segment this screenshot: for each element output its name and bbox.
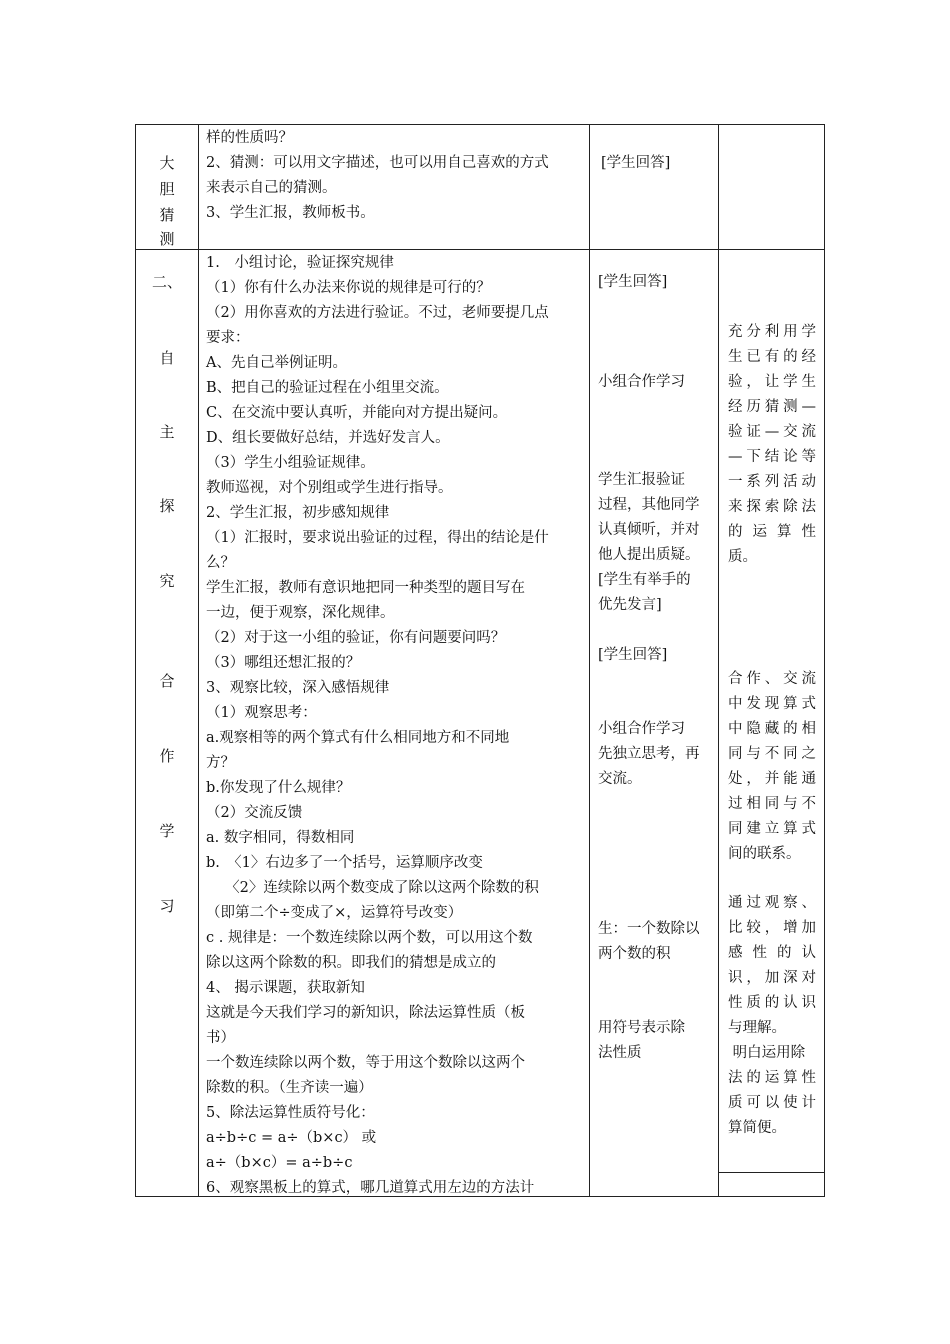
student-line: [学生回答]	[598, 647, 668, 663]
label-char: 自	[159, 349, 175, 367]
label-char: 习	[159, 897, 175, 915]
section-guess-content	[206, 126, 549, 226]
intent-line: 经历猜测—	[728, 399, 816, 415]
intent-line: 通过观察、	[728, 895, 816, 911]
content-line: A、先自己举例证明。	[206, 355, 347, 371]
student-line: 他人提出质疑。	[598, 547, 700, 563]
intent-line: 感性的认	[728, 945, 816, 961]
intent-line: 间的联系。	[728, 846, 801, 862]
content-line: 学生汇报，教师有意识地把同一种类型的题目写在	[206, 580, 525, 596]
student-block	[598, 468, 700, 618]
intent-line: 过相同与不	[728, 796, 816, 812]
section-explore-content	[206, 251, 549, 1201]
content-line: （1）观察思考：	[206, 705, 317, 721]
content-line: 教师巡视，对个别组或学生进行指导。	[206, 480, 453, 496]
intent-line: 识，加深对	[728, 970, 816, 986]
student-line: 先独立思考，再	[598, 746, 700, 762]
student-block	[598, 1016, 685, 1066]
lesson-plan-table	[135, 124, 825, 1197]
intent-line: 性质的认识	[728, 995, 816, 1011]
student-line: 生：一个数除以	[598, 921, 700, 937]
student-block	[598, 370, 685, 395]
intent-line: 验，让学生	[728, 374, 816, 390]
content-line: 5、除法运算性质符号化：	[206, 1105, 375, 1121]
label-char: 二、	[151, 273, 182, 291]
student-line: 小组合作学习	[598, 721, 685, 737]
content-line: 3、观察比较，深入感悟规律	[206, 680, 390, 696]
intent-line: 生已有的经	[728, 349, 816, 365]
content-line: b. 〈1〉右边多了一个括号，运算顺序改变	[206, 855, 483, 871]
intent-line: —下结论等	[728, 449, 816, 465]
content-line: 1. 小组讨论，验证探究规律	[206, 255, 394, 271]
row-divider	[718, 1172, 824, 1173]
intent-line: 质可以使计	[728, 1095, 816, 1111]
intent-line: 比较，增加	[728, 920, 816, 936]
intent-line: 算简便。	[728, 1120, 786, 1136]
content-line: （1）你有什么办法来你说的规律是可行的？	[206, 280, 491, 296]
student-line: 法性质	[598, 1045, 642, 1061]
row-divider	[136, 249, 824, 250]
student-line: 优先发言]	[598, 597, 662, 613]
student-line: 用符号表示除	[598, 1020, 685, 1036]
content-line: 2、学生汇报，初步感知规律	[206, 505, 390, 521]
intent-line: 充分利用学	[728, 324, 816, 340]
intent-block	[728, 320, 816, 570]
content-line: （2）用你喜欢的方法进行验证。不过，老师要提几点	[206, 305, 549, 321]
content-line: 么？	[206, 555, 235, 571]
column-divider	[589, 125, 590, 1196]
label-char: 测	[159, 230, 175, 248]
content-line: 书）	[206, 1030, 235, 1046]
student-block	[598, 717, 700, 792]
student-block	[598, 643, 667, 668]
content-line: a÷（b×c）= a÷b÷c	[206, 1155, 353, 1171]
intent-line: 法的运算性	[728, 1070, 816, 1086]
intent-line: 的运算性	[728, 524, 816, 540]
content-line: C、在交流中要认真听，并能向对方提出疑问。	[206, 405, 508, 421]
intent-line: 中隐藏的相	[728, 721, 816, 737]
content-line: 2、猜测：可以用文字描述，也可以用自己喜欢的方式	[206, 155, 549, 171]
content-line: （1）汇报时，要求说出验证的过程，得出的结论是什	[206, 530, 549, 546]
student-line: 认真倾听，并对	[598, 522, 700, 538]
intent-block	[728, 667, 816, 867]
column-divider	[198, 125, 199, 1196]
content-line: （2）对于这一小组的验证，你有问题要问吗？	[206, 630, 506, 646]
content-line: a÷b÷c = a÷（b×c） 或	[206, 1130, 377, 1146]
intent-line: 同与不同之	[728, 746, 816, 762]
content-line: （即第二个÷变成了×，运算符号改变）	[206, 905, 463, 921]
intent-line: 合作、交流	[728, 671, 816, 687]
label-char: 探	[159, 497, 175, 515]
label-char: 究	[159, 572, 175, 590]
content-line: 一边，便于观察，深化规律。	[206, 605, 395, 621]
content-line: 要求：	[206, 330, 250, 346]
content-line: 6、观察黑板上的算式，哪几道算式用左边的方法计	[206, 1180, 535, 1196]
content-line: 〈2〉连续除以两个数变成了除以这两个除数的积	[206, 880, 539, 896]
intent-line: 验证—交流	[728, 424, 816, 440]
label-char: 作	[159, 747, 175, 765]
student-line: 学生汇报验证	[598, 472, 685, 488]
section-guess-student: [学生回答]	[601, 155, 671, 171]
content-line: 这就是今天我们学习的新知识，除法运算性质（板	[206, 1005, 525, 1021]
content-line: 方？	[206, 755, 235, 771]
content-line: 除数的积。（生齐读一遍）	[206, 1080, 373, 1096]
content-line: 除以这两个除数的积。即我们的猜想是成立的	[206, 955, 496, 971]
label-char: 主	[159, 423, 175, 441]
intent-line: 来探索除法	[728, 499, 816, 515]
intent-line: 与理解。	[728, 1020, 786, 1036]
student-block	[598, 270, 667, 295]
label-char: 大	[159, 154, 175, 172]
student-line: 小组合作学习	[598, 374, 685, 390]
intent-line: 质。	[728, 549, 757, 565]
intent-block	[728, 891, 816, 1141]
content-line: B、把自己的验证过程在小组里交流。	[206, 380, 449, 396]
content-line: （3）哪组还想汇报的？	[206, 655, 361, 671]
content-line: b.你发现了什么规律？	[206, 780, 351, 796]
content-line: 来表示自己的猜测。	[206, 180, 337, 196]
content-line: 一个数连续除以两个数，等于用这个数除以这两个	[206, 1055, 525, 1071]
content-line: a.观察相等的两个算式有什么相同地方和不同地	[206, 730, 510, 746]
content-line: （3）学生小组验证规律。	[206, 455, 375, 471]
student-line: 过程，其他同学	[598, 497, 700, 513]
intent-line: 同建立算式	[728, 821, 816, 837]
intent-line: 一系列活动	[728, 474, 816, 490]
student-line: 交流。	[598, 771, 642, 787]
intent-line: 中发现算式	[728, 696, 816, 712]
content-line: （2）交流反馈	[206, 805, 303, 821]
content-line: a. 数字相同，得数相同	[206, 830, 355, 846]
intent-line: 处，并能通	[728, 771, 816, 787]
label-char: 猜	[159, 206, 175, 224]
content-line: 4、 揭示课题，获取新知	[206, 980, 365, 996]
content-line: D、组长要做好总结，并选好发言人。	[206, 430, 450, 446]
content-line: 样的性质吗？	[206, 130, 293, 146]
intent-line: 明白运用除	[728, 1045, 806, 1061]
label-char: 学	[159, 822, 175, 840]
student-block	[598, 917, 700, 967]
student-line: 两个数的积	[598, 946, 671, 962]
student-line: [学生有举手的	[598, 572, 691, 588]
column-divider	[718, 125, 719, 1196]
label-char: 合	[159, 672, 175, 690]
content-line: 3、学生汇报，教师板书。	[206, 205, 375, 221]
content-line: c . 规律是：一个数连续除以两个数，可以用这个数	[206, 930, 533, 946]
student-line: [学生回答]	[598, 274, 668, 290]
label-char: 胆	[159, 180, 175, 198]
